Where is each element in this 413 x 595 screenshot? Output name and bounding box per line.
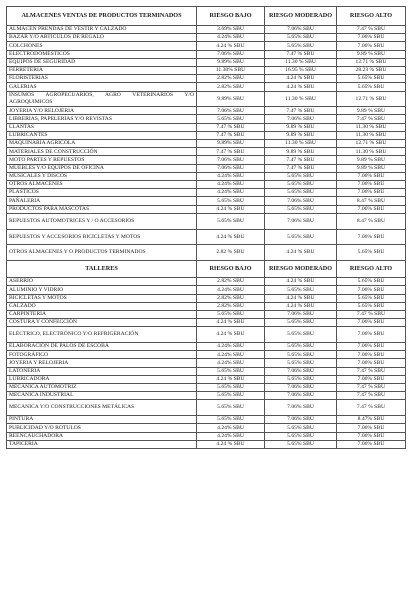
riesgo-bajo-cell: 9.89% SBU [197, 140, 265, 148]
riesgo-bajo-cell: 4.24% SBU [197, 351, 265, 359]
riesgo-bajo-cell: 4.24% SBU [197, 359, 265, 367]
riesgo-alto-cell: 5.65% SBU [337, 302, 406, 310]
riesgo-bajo-cell: 2.82% SBU [197, 278, 265, 286]
riesgo-alto-cell: 9.89 % SBU [337, 50, 406, 58]
table-row [7, 302, 406, 310]
riesgo-bajo-cell: 4.24 % SBU [197, 205, 265, 213]
riesgo-moderado-cell: 4.24 % SBU [265, 278, 337, 286]
almacenes-section-title: ALMACENES VENTAS DE PRODUCTOS TERMINADOS [7, 7, 197, 26]
table-row [7, 83, 406, 91]
riesgo-bajo-cell: 5.65% SBU [197, 213, 265, 229]
riesgo-moderado-cell: 7.47 % SBU [265, 156, 337, 164]
table-row [7, 115, 406, 123]
riesgo-moderado-cell: 16.95 % SBU [265, 66, 337, 74]
riesgo-bajo-cell: 4.24% SBU [197, 424, 265, 432]
activity-name-cell: PAÑALERIA [7, 197, 197, 205]
table-row [7, 164, 406, 172]
table-row [7, 172, 406, 180]
riesgo-bajo-cell: 4.24 % SBU [197, 42, 265, 50]
table-row [7, 245, 406, 261]
riesgo-moderado-cell: 11.30 % SBU [265, 58, 337, 66]
activity-name-cell: ELECTRODOMÉSTICOS [7, 50, 197, 58]
activity-name-cell: MECANICA AUTOMOTRIZ [7, 383, 197, 391]
activity-name-cell: CARPINTERIA [7, 310, 197, 318]
riesgo-alto-cell: 7.47 % SBU [337, 367, 406, 375]
activity-name-cell: FLORISTERIAS [7, 75, 197, 83]
riesgo-alto-cell: 5.65% SBU [337, 83, 406, 91]
activity-name-cell: MECANICA INDUSTRIAL [7, 392, 197, 400]
riesgo-alto-cell: 9.89 % SBU [337, 107, 406, 115]
riesgo-alto-cell: 8.47% SBU [337, 416, 406, 424]
activity-name-cell: FERRETERIA [7, 66, 197, 74]
table-row [7, 148, 406, 156]
table-row [7, 367, 406, 375]
table-row [7, 294, 406, 302]
table-row [7, 416, 406, 424]
table-row [7, 278, 406, 286]
column-header-riesgo-alto: RIESGO ALTO [337, 261, 406, 278]
table-row [7, 424, 406, 432]
table-row [7, 375, 406, 383]
riesgo-bajo-cell: 11.30% SBU [197, 66, 265, 74]
riesgo-bajo-cell: 7.06% SBU [197, 107, 265, 115]
riesgo-moderado-cell: 7.47 % SBU [265, 50, 337, 58]
riesgo-moderado-cell: 7.06% SBU [265, 416, 337, 424]
riesgo-bajo-cell: 7.47 % SBU [197, 131, 265, 139]
activity-name-cell: OTROS ALMACENES Y O PRODUCTOS TERMINADOS [7, 245, 197, 261]
activity-name-cell: REPUESTOS Y ACCESORIOS BICICLETAS Y MOTOS [7, 229, 197, 245]
table-row [7, 107, 406, 115]
riesgo-alto-cell: 5.65% SBU [337, 75, 406, 83]
activity-name-cell: ALMACÉN PRENDAS DE VESTIR Y CALZADO [7, 26, 197, 34]
column-header-riesgo-alto: RIESGO ALTO [337, 7, 406, 26]
riesgo-bajo-cell: 2.82% SBU [197, 302, 265, 310]
riesgo-bajo-cell: 3.69% SBU [197, 26, 265, 34]
riesgo-bajo-cell: 5.65% SBU [197, 310, 265, 318]
activity-name-cell: LUBRICADORA [7, 375, 197, 383]
activity-name-cell: GALERIAS [7, 83, 197, 91]
riesgo-bajo-cell: 5.65% SBU [197, 197, 265, 205]
table-row [7, 343, 406, 351]
riesgo-alto-cell: 7.47 % SBU [337, 383, 406, 391]
riesgo-alto-cell: 7.06% SBU [337, 180, 406, 188]
riesgo-bajo-cell: 4.24 % SBU [197, 319, 265, 327]
riesgo-bajo-cell: 9.89% SBU [197, 58, 265, 66]
talleres-header-row [7, 261, 406, 278]
riesgo-moderado-cell: 11.30 % SBU [265, 140, 337, 148]
riesgo-alto-cell: 7.06% SBU [337, 432, 406, 440]
riesgo-bajo-cell: 5.65% SBU [197, 392, 265, 400]
riesgo-alto-cell: 7.47 % SBU [337, 392, 406, 400]
table-row [7, 310, 406, 318]
riesgo-bajo-cell: 4.24% SBU [197, 172, 265, 180]
riesgo-moderado-cell: 5.65% SBU [265, 424, 337, 432]
table-row [7, 327, 406, 343]
activity-name-cell: LLANTAS [7, 123, 197, 131]
activity-name-cell: INSUMOS AGROPECUARIOS, AGRO VETERINARIOS Y/O AGROQUIMICOS [7, 91, 197, 107]
activity-name-cell: MUSICALES Y DISCOS [7, 172, 197, 180]
riesgo-bajo-cell: 5.65% SBU [197, 383, 265, 391]
riesgo-moderado-cell: 5.65% SBU [265, 319, 337, 327]
riesgo-alto-cell: 28.23 % SBU [337, 66, 406, 74]
activity-name-cell: PINTURA [7, 416, 197, 424]
riesgo-alto-cell: 5.65% SBU [337, 278, 406, 286]
riesgo-alto-cell: 7.06% SBU [337, 343, 406, 351]
activity-name-cell: LIBRERIAS, PAPELERIAS Y/O REVISTAS [7, 115, 197, 123]
activity-name-cell: MATERIALES DE CONSTRUCCIÓN [7, 148, 197, 156]
riesgo-bajo-cell: 4.24 % SBU [197, 440, 265, 448]
talleres-section-title: TALLERES [7, 261, 197, 278]
riesgo-alto-cell: 7.06% SBU [337, 189, 406, 197]
riesgo-alto-cell: 7.06% SBU [337, 440, 406, 448]
activity-name-cell: PUBLICIDAD Y/O ROTULOS [7, 424, 197, 432]
table-row [7, 432, 406, 440]
riesgo-moderado-cell: 7.06% SBU [265, 400, 337, 416]
table-row [7, 91, 406, 107]
riesgo-alto-cell: 12.71 % SBU [337, 140, 406, 148]
riesgo-alto-cell: 7.47 % SBU [337, 310, 406, 318]
activity-name-cell: JOYERIA Y RELOJERIA [7, 359, 197, 367]
riesgo-alto-cell: 7.06% SBU [337, 359, 406, 367]
riesgo-alto-cell: 7.06% SBU [337, 286, 406, 294]
riesgo-moderado-cell: 5.65% SBU [265, 359, 337, 367]
riesgo-alto-cell: 7.06% SBU [337, 205, 406, 213]
tariff-sheet [6, 6, 405, 449]
activity-name-cell: MAQUINARIA AGRICOLA [7, 140, 197, 148]
riesgo-alto-cell: 11.30 % SBU [337, 148, 406, 156]
activity-name-cell: EQUIPOS DE SEGURIDAD [7, 58, 197, 66]
riesgo-moderado-cell: 4.24 % SBU [265, 294, 337, 302]
column-header-riesgo-bajo: RIESGO BAJO [197, 7, 265, 26]
riesgo-bajo-cell: 4.24 % SBU [197, 327, 265, 343]
activity-name-cell: BICICLETAS Y MOTOS [7, 294, 197, 302]
table-row [7, 140, 406, 148]
riesgo-moderado-cell: 5.65% SBU [265, 229, 337, 245]
riesgo-moderado-cell: 5.65% SBU [265, 351, 337, 359]
riesgo-alto-cell: 7.06% SBU [337, 351, 406, 359]
table-row [7, 34, 406, 42]
riesgo-moderado-cell: 7.47 % SBU [265, 107, 337, 115]
riesgo-bajo-cell: 4.24% SBU [197, 34, 265, 42]
riesgo-moderado-cell: 7.06% SBU [265, 26, 337, 34]
riesgo-moderado-cell: 4.24 % SBU [265, 83, 337, 91]
riesgo-bajo-cell: 4.24% SBU [197, 180, 265, 188]
almacenes-section [7, 7, 406, 261]
table-row [7, 58, 406, 66]
riesgo-moderado-cell: 7.06% SBU [265, 383, 337, 391]
activity-name-cell: JOYERIA Y/O RELOJERIA [7, 107, 197, 115]
activity-name-cell: FOTOGRÁFICO [7, 351, 197, 359]
riesgo-moderado-cell: 4.24 % SBU [265, 75, 337, 83]
riesgo-alto-cell: 7.06% SBU [337, 229, 406, 245]
riesgo-bajo-cell: 5.65% SBU [197, 416, 265, 424]
riesgo-moderado-cell: 5.65% SBU [265, 172, 337, 180]
riesgo-bajo-cell: 4.24 % SBU [197, 229, 265, 245]
riesgo-alto-cell: 9.89 % SBU [337, 164, 406, 172]
riesgo-moderado-cell: 7.47 % SBU [265, 164, 337, 172]
riesgo-moderado-cell: 7.06% SBU [265, 310, 337, 318]
riesgo-moderado-cell: 5.65% SBU [265, 286, 337, 294]
column-header-riesgo-moderado: RIESGO MODERADO [265, 7, 337, 26]
riesgo-moderado-cell: 5.65% SBU [265, 343, 337, 351]
riesgo-alto-cell: 5.65% SBU [337, 294, 406, 302]
riesgo-bajo-cell: 5.65% SBU [197, 115, 265, 123]
riesgo-bajo-cell: 7.06% SBU [197, 156, 265, 164]
table-row [7, 75, 406, 83]
table-row [7, 66, 406, 74]
table-row [7, 400, 406, 416]
activity-name-cell: PRODUCTOS PARA MASCOTAS [7, 205, 197, 213]
riesgo-moderado-cell: 5.65% SBU [265, 432, 337, 440]
riesgo-alto-cell: 5.65% SBU [337, 245, 406, 261]
riesgo-bajo-cell: 7.06% SBU [197, 164, 265, 172]
activity-name-cell: LUBRICANTES [7, 131, 197, 139]
table-row [7, 383, 406, 391]
riesgo-alto-cell: 7.06% SBU [337, 34, 406, 42]
table-row [7, 123, 406, 131]
riesgo-alto-cell: 11.30 % SBU [337, 131, 406, 139]
table-row [7, 286, 406, 294]
riesgo-moderado-cell: 4.24 % SBU [265, 245, 337, 261]
riesgo-moderado-cell: 11.30 % SBU [265, 91, 337, 107]
riesgo-bajo-cell: 4.24 % SBU [197, 375, 265, 383]
riesgo-bajo-cell: 5.65% SBU [197, 367, 265, 375]
table-row [7, 351, 406, 359]
riesgo-alto-cell: 7.06% SBU [337, 375, 406, 383]
riesgo-moderado-cell: 5.65% SBU [265, 440, 337, 448]
riesgo-alto-cell: 12.71 % SBU [337, 58, 406, 66]
riesgo-bajo-cell: 4.24% SBU [197, 343, 265, 351]
table-row [7, 156, 406, 164]
activity-name-cell: BAZAR Y/O ARTICULOS DE REGALO [7, 34, 197, 42]
riesgo-bajo-cell: 2.82 % SBU [197, 245, 265, 261]
riesgo-bajo-cell: 5.65% SBU [197, 400, 265, 416]
riesgo-alto-cell: 9.89 % SBU [337, 156, 406, 164]
riesgo-moderado-cell: 7.06% SBU [265, 392, 337, 400]
riesgo-moderado-cell: 5.65% SBU [265, 327, 337, 343]
table-row [7, 26, 406, 34]
riesgo-bajo-cell: 2.82% SBU [197, 83, 265, 91]
riesgo-bajo-cell: 9.89% SBU [197, 91, 265, 107]
riesgo-moderado-cell: 9.89 % SBU [265, 148, 337, 156]
riesgo-bajo-cell: 2.82% SBU [197, 75, 265, 83]
riesgo-moderado-cell: 7.06% SBU [265, 213, 337, 229]
riesgo-bajo-cell: 2.82% SBU [197, 294, 265, 302]
activity-name-cell: REPUESTOS AUTOMOTRICES Y / O ACCESORIOS [7, 213, 197, 229]
table-row [7, 229, 406, 245]
table-row [7, 50, 406, 58]
activity-name-cell: ELÉCTRICO, ELECTRÓNICO Y/O REFRIGERACIÓN [7, 327, 197, 343]
activity-name-cell: TAPICERIA [7, 440, 197, 448]
activity-name-cell: OTROS ALMACENES [7, 180, 197, 188]
riesgo-moderado-cell: 5.65% SBU [265, 205, 337, 213]
riesgo-bajo-cell: 4.24% SBU [197, 286, 265, 294]
activity-name-cell: ASERRIO [7, 278, 197, 286]
table-row [7, 213, 406, 229]
riesgo-moderado-cell: 7.06% SBU [265, 197, 337, 205]
riesgo-alto-cell: 8.47 % SBU [337, 197, 406, 205]
activity-name-cell: CALZADO [7, 302, 197, 310]
activity-name-cell: ALUMINIO Y VIDRIO [7, 286, 197, 294]
activity-name-cell: REENCAUCHADORA [7, 432, 197, 440]
riesgo-moderado-cell: 5.65% SBU [265, 375, 337, 383]
table-row [7, 392, 406, 400]
activity-name-cell: MUEBLES Y/O EQUIPOS DE OFICINA [7, 164, 197, 172]
activity-name-cell: LATONERIA [7, 367, 197, 375]
riesgo-alto-cell: 8.47 % SBU [337, 213, 406, 229]
riesgo-alto-cell: 7.47 % SBU [337, 26, 406, 34]
activity-name-cell: ELABORACIÓN DE PALOS DE ESCOBA [7, 343, 197, 351]
column-header-riesgo-bajo: RIESGO BAJO [197, 261, 265, 278]
riesgo-moderado-cell: 5.65% SBU [265, 42, 337, 50]
riesgo-alto-cell: 12.71 % SBU [337, 91, 406, 107]
activity-name-cell: COLCHONES [7, 42, 197, 50]
activity-name-cell: MECANICA Y/O CONSTRUCCIONES METÁLICAS [7, 400, 197, 416]
riesgo-bajo-cell: 7.47 % SBU [197, 123, 265, 131]
column-header-riesgo-moderado: RIESGO MODERADO [265, 261, 337, 278]
riesgo-bajo-cell: 7.06% SBU [197, 50, 265, 58]
riesgo-moderado-cell: 5.65% SBU [265, 180, 337, 188]
riesgo-alto-cell: 7.47 % SBU [337, 115, 406, 123]
almacenes-header-row [7, 7, 406, 26]
table-row [7, 319, 406, 327]
riesgo-moderado-cell: 9.89 % SBU [265, 123, 337, 131]
risk-tariff-table [6, 6, 406, 449]
table-row [7, 189, 406, 197]
activity-name-cell: MOTO PARTES Y REPUESTOS [7, 156, 197, 164]
riesgo-moderado-cell: 5.65% SBU [265, 189, 337, 197]
riesgo-alto-cell: 7.47 % SBU [337, 400, 406, 416]
riesgo-alto-cell: 7.06% SBU [337, 327, 406, 343]
riesgo-moderado-cell: 4.24 % SBU [265, 302, 337, 310]
table-row [7, 440, 406, 448]
riesgo-moderado-cell: 7.06% SBU [265, 367, 337, 375]
riesgo-alto-cell: 7.06% SBU [337, 319, 406, 327]
riesgo-bajo-cell: 7.47 % SBU [197, 148, 265, 156]
talleres-section [7, 261, 406, 449]
riesgo-alto-cell: 11.30 % SBU [337, 123, 406, 131]
riesgo-moderado-cell: 9.89 % SBU [265, 131, 337, 139]
riesgo-bajo-cell: 4.24% SBU [197, 189, 265, 197]
table-row [7, 359, 406, 367]
riesgo-moderado-cell: 7.06% SBU [265, 115, 337, 123]
activity-name-cell: PLASTICOS [7, 189, 197, 197]
activity-name-cell: COSTURA Y CONFECCIÓN [7, 319, 197, 327]
riesgo-alto-cell: 7.06% SBU [337, 172, 406, 180]
riesgo-moderado-cell: 5.65% SBU [265, 34, 337, 42]
riesgo-alto-cell: 7.06% SBU [337, 42, 406, 50]
riesgo-bajo-cell: 4.24% SBU [197, 432, 265, 440]
table-row [7, 197, 406, 205]
table-row [7, 42, 406, 50]
table-row [7, 131, 406, 139]
table-row [7, 180, 406, 188]
riesgo-alto-cell: 7.06% SBU [337, 424, 406, 432]
table-row [7, 205, 406, 213]
